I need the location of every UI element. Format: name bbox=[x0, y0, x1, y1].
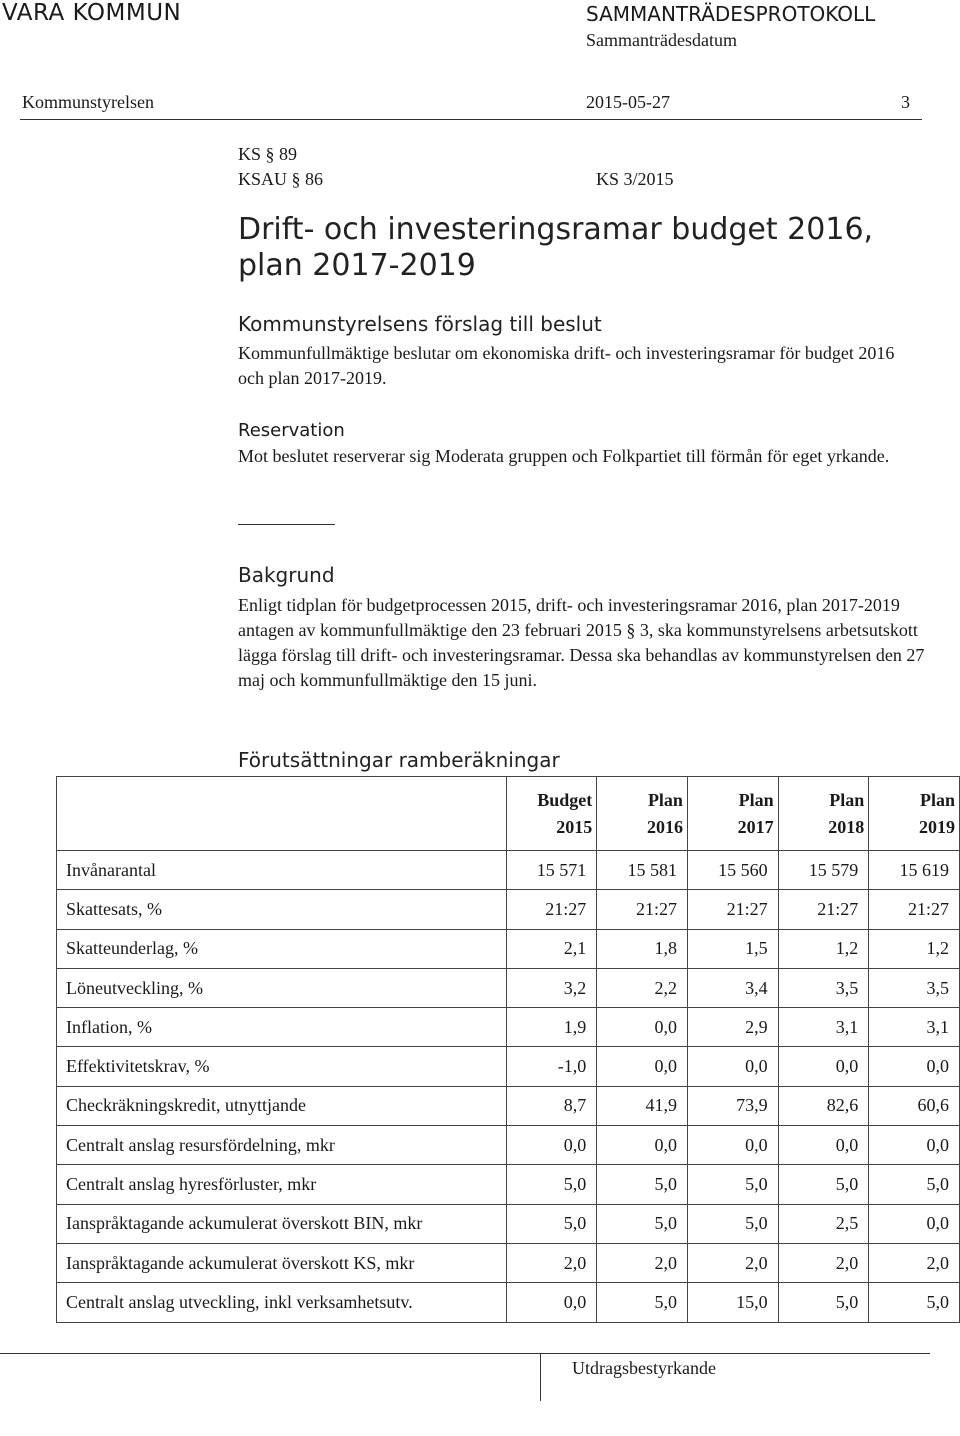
value-cell: 21:27 bbox=[597, 890, 688, 929]
value-cell: 1,9 bbox=[506, 1008, 597, 1047]
table-row bbox=[57, 1283, 960, 1322]
table-row bbox=[57, 1008, 960, 1047]
value-cell: 3,5 bbox=[869, 968, 960, 1007]
value-cell: 2,0 bbox=[687, 1243, 778, 1282]
organization-name: VARA KOMMUN bbox=[2, 0, 182, 26]
value-cell: 21:27 bbox=[869, 890, 960, 929]
row-label: Ianspråktagande ackumulerat överskott KS, mkr bbox=[57, 1243, 507, 1282]
row-label: Inflation, % bbox=[57, 1008, 507, 1047]
column-header-line1: Budget bbox=[537, 789, 593, 810]
background-text-b: 3, ska kommunstyrelsens arbetsutskott lägga förslag till drift- och investeringsramar. Dessa ska behandlas av kommunstyrelsen den 27 maj och kommunfullmäktige den 15 juni. bbox=[238, 620, 925, 690]
value-cell: -1,0 bbox=[506, 1047, 597, 1086]
table-row bbox=[57, 851, 960, 890]
references bbox=[238, 142, 674, 192]
table-row bbox=[57, 1204, 960, 1243]
value-cell: 0,0 bbox=[597, 1126, 688, 1165]
committee-name: Kommunstyrelsen bbox=[22, 92, 154, 112]
ks-number: 89 bbox=[279, 144, 298, 164]
page-title: Drift- och investeringsramar budget 2016, plan 2017-2019 bbox=[238, 212, 874, 283]
value-cell: 5,0 bbox=[597, 1165, 688, 1204]
table-row bbox=[57, 1126, 960, 1165]
column-header-line1: Plan bbox=[738, 789, 774, 810]
value-cell: 0,0 bbox=[778, 1047, 869, 1086]
value-cell: 3,1 bbox=[778, 1008, 869, 1047]
value-cell: 15 579 bbox=[778, 851, 869, 890]
paragraph-sign bbox=[266, 144, 275, 164]
value-cell: 3,4 bbox=[687, 968, 778, 1007]
row-label: Centralt anslag resursfördelning, mkr bbox=[57, 1126, 507, 1165]
table-row bbox=[57, 929, 960, 968]
value-cell: 15 619 bbox=[869, 851, 960, 890]
value-cell: 5,0 bbox=[869, 1165, 960, 1204]
row-label: Effektivitetskrav, % bbox=[57, 1047, 507, 1086]
table-header-empty bbox=[57, 777, 507, 851]
value-cell: 5,0 bbox=[687, 1165, 778, 1204]
table-row bbox=[57, 1243, 960, 1282]
ksau-number: 86 bbox=[305, 169, 324, 189]
value-cell: 21:27 bbox=[778, 890, 869, 929]
budget-table bbox=[56, 776, 960, 1323]
row-label: Skatteunderlag, % bbox=[57, 929, 507, 968]
value-cell: 21:27 bbox=[687, 890, 778, 929]
background-heading: Bakgrund bbox=[238, 563, 335, 587]
date-label: Sammanträdesdatum bbox=[586, 30, 737, 50]
value-cell: 15 571 bbox=[506, 851, 597, 890]
reservation-text: Mot beslutet reserverar sig Moderata gruppen och Folkpartiet till förmån för eget yrkande. bbox=[238, 446, 890, 466]
value-cell: 3,1 bbox=[869, 1008, 960, 1047]
ksau-label: KSAU bbox=[238, 169, 288, 189]
column-header bbox=[869, 777, 960, 851]
value-cell: 0,0 bbox=[778, 1126, 869, 1165]
table-row bbox=[57, 1047, 960, 1086]
header-divider bbox=[20, 119, 922, 120]
value-cell: 21:27 bbox=[506, 890, 597, 929]
column-header bbox=[597, 777, 688, 851]
table-row bbox=[57, 968, 960, 1007]
value-cell: 0,0 bbox=[506, 1126, 597, 1165]
column-header bbox=[687, 777, 778, 851]
row-label: Ianspråktagande ackumulerat överskott BIN, mkr bbox=[57, 1204, 507, 1243]
value-cell: 5,0 bbox=[869, 1283, 960, 1322]
column-header-line1: Plan bbox=[647, 789, 683, 810]
value-cell: 15 581 bbox=[597, 851, 688, 890]
value-cell: 2,5 bbox=[778, 1204, 869, 1243]
table-header-row bbox=[57, 777, 960, 851]
value-cell: 5,0 bbox=[778, 1165, 869, 1204]
reservation-heading: Reservation bbox=[238, 420, 345, 441]
value-cell: 0,0 bbox=[869, 1126, 960, 1165]
table-row bbox=[57, 1086, 960, 1125]
value-cell: 2,1 bbox=[506, 929, 597, 968]
value-cell: 1,2 bbox=[778, 929, 869, 968]
section-separator bbox=[238, 524, 335, 525]
footer-vertical-divider bbox=[540, 1353, 541, 1401]
column-header bbox=[506, 777, 597, 851]
row-label: Löneutveckling, % bbox=[57, 968, 507, 1007]
header-row bbox=[22, 92, 918, 118]
paragraph-sign bbox=[626, 620, 635, 640]
value-cell: 1,2 bbox=[869, 929, 960, 968]
column-header-line2: 2015 bbox=[556, 816, 593, 837]
value-cell: 1,8 bbox=[597, 929, 688, 968]
value-cell: 5,0 bbox=[597, 1283, 688, 1322]
value-cell: 15,0 bbox=[687, 1283, 778, 1322]
value-cell: 0,0 bbox=[597, 1047, 688, 1086]
column-header bbox=[778, 777, 869, 851]
value-cell: 0,0 bbox=[869, 1204, 960, 1243]
value-cell: 2,2 bbox=[597, 968, 688, 1007]
value-cell: 2,0 bbox=[506, 1243, 597, 1282]
value-cell: 73,9 bbox=[687, 1086, 778, 1125]
footer-divider bbox=[0, 1353, 930, 1354]
value-cell: 2,0 bbox=[778, 1243, 869, 1282]
value-cell: 41,9 bbox=[597, 1086, 688, 1125]
proposal-text: Kommunfullmäktige beslutar om ekonomiska drift- och investeringsramar för budget 2016 och plan 2017-2019. bbox=[238, 343, 895, 388]
case-number: KS 3/2015 bbox=[596, 169, 674, 189]
value-cell: 5,0 bbox=[506, 1165, 597, 1204]
value-cell: 82,6 bbox=[778, 1086, 869, 1125]
value-cell: 1,5 bbox=[687, 929, 778, 968]
column-header-line2: 2017 bbox=[737, 816, 774, 837]
value-cell: 0,0 bbox=[597, 1008, 688, 1047]
value-cell: 5,0 bbox=[687, 1204, 778, 1243]
value-cell: 60,6 bbox=[869, 1086, 960, 1125]
row-label: Skattesats, % bbox=[57, 890, 507, 929]
table-row bbox=[57, 890, 960, 929]
paragraph-sign bbox=[292, 169, 301, 189]
table-row bbox=[57, 1165, 960, 1204]
value-cell: 0,0 bbox=[506, 1283, 597, 1322]
value-cell: 2,9 bbox=[687, 1008, 778, 1047]
column-header-line1: Plan bbox=[919, 789, 955, 810]
background-text-a: Enligt tidplan för budgetprocessen 2015, drift- och investeringsramar 2016, plan 2017-2019 antagen av kommunfullmäktige den 23 februari 2015 bbox=[238, 595, 900, 640]
page-number: 3 bbox=[901, 92, 910, 112]
value-cell: 15 560 bbox=[687, 851, 778, 890]
column-header-line2: 2019 bbox=[919, 816, 955, 837]
value-cell: 3,5 bbox=[778, 968, 869, 1007]
table-heading: Förutsättningar ramberäkningar bbox=[238, 748, 560, 772]
row-label: Centralt anslag utveckling, inkl verksamhetsutv. bbox=[57, 1283, 507, 1322]
proposal-heading: Kommunstyrelsens förslag till beslut bbox=[238, 312, 602, 336]
background-text bbox=[238, 593, 928, 693]
row-label: Centralt anslag hyresförluster, mkr bbox=[57, 1165, 507, 1204]
value-cell: 2,0 bbox=[597, 1243, 688, 1282]
value-cell: 0,0 bbox=[687, 1047, 778, 1086]
value-cell: 0,0 bbox=[687, 1126, 778, 1165]
column-header-line2: 2016 bbox=[646, 816, 683, 837]
table-body bbox=[57, 851, 960, 1323]
row-label: Checkräkningskredit, utnyttjande bbox=[57, 1086, 507, 1125]
meeting-date: 2015-05-27 bbox=[586, 92, 670, 112]
value-cell: 5,0 bbox=[506, 1204, 597, 1243]
ks-label: KS bbox=[238, 144, 262, 164]
value-cell: 3,2 bbox=[506, 968, 597, 1007]
document-type: SAMMANTRÄDESPROTOKOLL bbox=[586, 2, 876, 26]
value-cell: 0,0 bbox=[869, 1047, 960, 1086]
footer-label: Utdragsbestyrkande bbox=[572, 1358, 716, 1378]
value-cell: 5,0 bbox=[778, 1283, 869, 1322]
value-cell: 8,7 bbox=[506, 1086, 597, 1125]
value-cell: 5,0 bbox=[597, 1204, 688, 1243]
column-header-line2: 2018 bbox=[828, 816, 865, 837]
row-label: Invånarantal bbox=[57, 851, 507, 890]
column-header-line1: Plan bbox=[829, 789, 865, 810]
value-cell: 2,0 bbox=[869, 1243, 960, 1282]
